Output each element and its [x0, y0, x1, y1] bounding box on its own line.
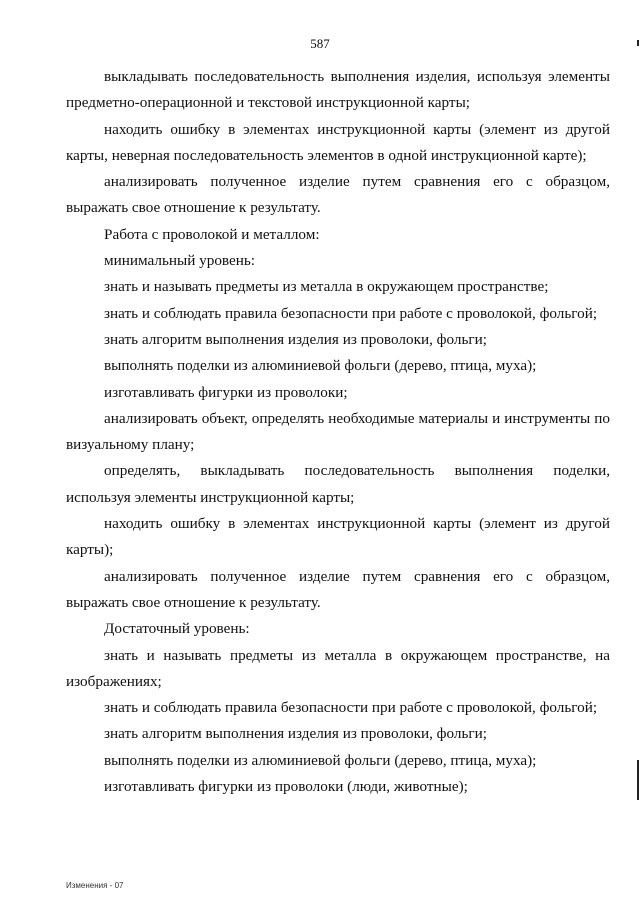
scan-edge-mark — [637, 760, 639, 800]
footer-note: Изменения - 07 — [66, 881, 124, 890]
paragraph: находить ошибку в элементах инструкционной карты (элемент из другой карты, неверная последовательность элементов в одной инструкционной карте); — [66, 120, 610, 164]
level-heading: Достаточный уровень: — [104, 620, 250, 638]
section-heading: Работа с проволокой и металлом: — [104, 225, 320, 243]
paragraph: анализировать полученное изделие путем сравнения его с образцом, выражать свое отношение к результату. — [66, 567, 610, 611]
paragraph: знать и соблюдать правила безопасности при работе с проволокой, фольгой; — [104, 699, 598, 717]
paragraph: изготавливать фигурки из проволоки (люди, животные); — [104, 778, 468, 796]
paragraph: выполнять поделки из алюминиевой фольги (дерево, птица, муха); — [104, 357, 537, 375]
paragraph: знать и называть предметы из металла в окружающем пространстве; — [104, 278, 549, 296]
paragraph: знать и называть предметы из металла в окружающем пространстве, на изображениях; — [66, 646, 610, 690]
level-heading: минимальный уровень: — [104, 252, 256, 270]
paragraph: анализировать полученное изделие путем сравнения его с образцом, выражать свое отношение к результату. — [66, 173, 610, 217]
page-number: 587 — [310, 36, 330, 51]
paragraph: находить ошибку в элементах инструкционной карты (элемент из другой карты); — [66, 515, 610, 559]
paragraph: знать алгоритм выполнения изделия из проволоки, фольги; — [104, 330, 487, 348]
paragraph: выполнять поделки из алюминиевой фольги (дерево, птица, муха); — [104, 751, 537, 769]
body-text — [66, 64, 610, 800]
paragraph: определять, выкладывать последовательность выполнения поделки, используя элементы инструкционной карты; — [66, 462, 610, 506]
paragraph: знать и соблюдать правила безопасности при работе с проволокой, фольгой; — [104, 304, 598, 322]
paragraph: знать алгоритм выполнения изделия из проволоки, фольги; — [104, 725, 487, 743]
paragraph: изготавливать фигурки из проволоки; — [104, 383, 348, 401]
paragraph: выкладывать последовательность выполнения изделия, используя элементы предметно-операционной и текстовой инструкционной карты; — [66, 68, 610, 112]
paragraph: анализировать объект, определять необходимые материалы и инструменты по визуальному плану; — [66, 409, 610, 454]
scan-edge-mark — [637, 40, 639, 46]
